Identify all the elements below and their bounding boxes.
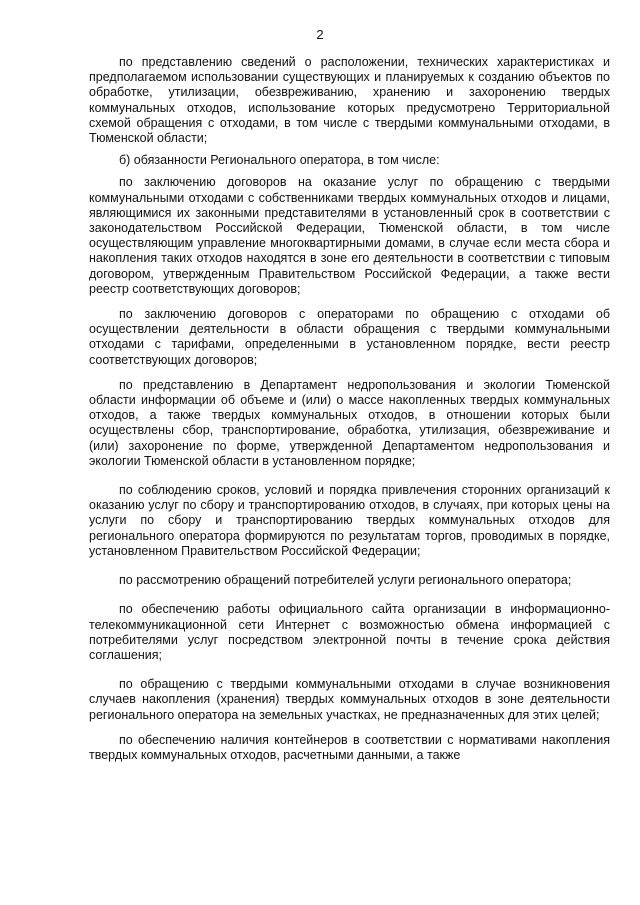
paragraph-waste-volume-reporting: по представлению в Департамент недропользования и экологии Тюменской области информации об объеме и (или) о массе накопленных твердых коммунальных отходов, а также твердых коммунальных отходов, в отношении которых были осуществлены сбор, транспортирование, обработка, утилизация, обезвреживание и (или) захоронение по форме, утвержденной Департаментом недропользования и экологии Тюменской области в установленном порядке; [89, 377, 610, 468]
paragraph-third-party-contractors: по соблюдению сроков, условий и порядка привлечения сторонних организаций к оказанию услуг по сбору и транспортированию отходов, в случаях, при которых цены на услуги по сбору и транспортированию твердых коммунальных отходов для регионального оператора формируются по результатам торгов, проводимых в порядке, установленном Правительством Российской Федерации; [89, 483, 610, 558]
paragraph-container-provision: по обеспечению наличия контейнеров в соответствии с нормативами накопления твердых коммунальных отходов, расчетными данными, а также [89, 732, 610, 762]
document-body [89, 55, 610, 763]
paragraph-site-info: по представлению сведений о расположении, технических характеристиках и предполагаемом использовании существующих и планируемых к созданию объектов по обработке, утилизации, обезвреживанию, хранению и захоронению твердых коммунальных отходов, использование которых предусмотрено Территориальной схемой обращения с отходами, в том числе с твердыми коммунальными отходами, в Тюменской области; [89, 55, 610, 146]
paragraph-operator-duties-heading: б) обязанности Регионального оператора, в том числе: [119, 153, 440, 168]
page-number: 2 [316, 27, 324, 42]
paragraph-contracts-with-operators: по заключению договоров с операторами по обращению с отходами об осуществлении деятельности в области обращения с твердыми коммунальными отходами с тарифами, определенными в установленном порядке, вести реестр соответствующих договоров; [89, 307, 610, 367]
paragraph-unauthorized-accumulation: по обращению с твердыми коммунальными отходами в случае возникновения случаев накопления (хранения) твердых коммунальных отходов в зоне деятельности регионального оператора на земельных участках, не предназначенных для этих целей; [89, 677, 610, 722]
paragraph-consumer-appeals: по рассмотрению обращений потребителей услуги регионального оператора; [119, 573, 572, 588]
paragraph-official-website: по обеспечению работы официального сайта организации в информационно-телекоммуникационной сети Интернет с возможностью обмена информацией с потребителями услуг посредством электронной почты в течение срока действия соглашения; [89, 602, 610, 662]
paragraph-contracts-with-owners: по заключению договоров на оказание услуг по обращению с твердыми коммунальными отходами с собственниками твердых коммунальных отходов и лицами, являющимися их законными представителями в установленный срок в соответствии с законодательством Российской Федерации, Тюменской области, в том числе осуществляющим управление многоквартирными домами, в случае если места сбора и накопления таких отходов находятся в зоне его деятельности в соответствии с типовым договором, утвержденным Правительством Российской Федерации, а также вести реестр соответствующих договоров; [89, 175, 610, 296]
